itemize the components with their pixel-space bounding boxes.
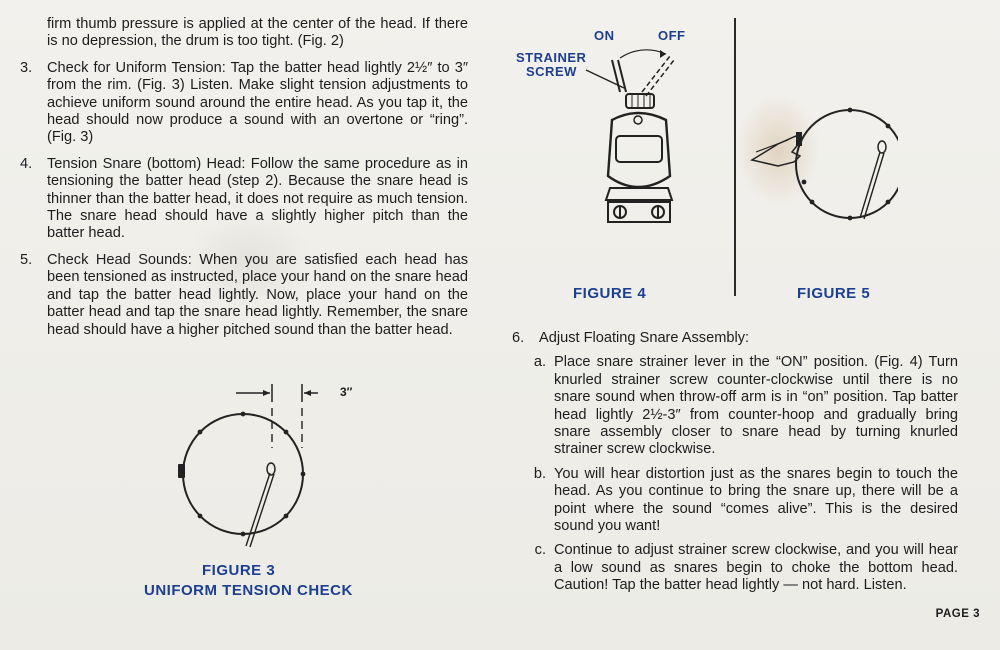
figure-3-dimension-label: 3″ bbox=[340, 385, 353, 399]
substep-text: Place snare strainer lever in the “ON” position. (Fig. 4) Turn knurled strainer screw counter-clockwise until there is no snare sound when throw-off arm is in “on” position. Tap batter head lightly 2½-3″ from counter-hoop and gradually bring snare assembly closer to snare head by turning knurled strainer screw clockwise. bbox=[554, 354, 958, 458]
left-column bbox=[20, 16, 468, 339]
step-5 bbox=[20, 252, 468, 339]
substep-a bbox=[512, 354, 958, 458]
step-3 bbox=[20, 60, 468, 147]
figure-5-drawing bbox=[748, 96, 898, 266]
figure-5-caption: FIGURE 5 bbox=[797, 285, 871, 302]
figure-divider bbox=[734, 18, 736, 296]
figure-4-strainer-label: STRAINER bbox=[516, 50, 587, 65]
right-column bbox=[512, 330, 958, 595]
step-4 bbox=[20, 156, 468, 243]
page-number: PAGE 3 bbox=[935, 608, 980, 620]
step-text: Check Head Sounds: When you are satisfied each head has been tensioned as instructed, place your hand on the snare head and tap the batter head lightly. Now, place your hand on the batter head and tap the snare head lightly. Remember, the snare head should have a higher pitched sound than the batter head. bbox=[47, 251, 468, 338]
substep-letter: b. bbox=[533, 465, 546, 482]
figure-4-drawing bbox=[580, 48, 690, 228]
substep-letter: a. bbox=[533, 354, 546, 371]
figure-4-off-label: OFF bbox=[658, 28, 686, 43]
step-number: 6. bbox=[512, 330, 525, 346]
substep-c bbox=[512, 542, 958, 594]
figure-3-subcaption: UNIFORM TENSION CHECK bbox=[144, 582, 353, 599]
substep-text: You will hear distortion just as the snares begin to touch the head. As you continue to bring the snare up, there will be a point where the sound “comes alive”. This is the desired sound you want! bbox=[554, 465, 958, 535]
figure-3-drawing bbox=[170, 378, 320, 548]
figure-4-on-label: ON bbox=[594, 28, 615, 43]
figure-4-screw-label: SCREW bbox=[526, 64, 577, 79]
intro-paragraph: firm thumb pressure is applied at the center of the head. If there is no depression, the drum is too tight. (Fig. 2) bbox=[47, 16, 468, 50]
figure-4-caption: FIGURE 4 bbox=[573, 285, 647, 302]
step-number: 5. bbox=[20, 251, 33, 268]
step-6 bbox=[512, 330, 958, 347]
substep-letter: c. bbox=[534, 542, 546, 559]
step-text: Check for Uniform Tension: Tap the batter head lightly 2½″ to 3″ from the rim. (Fig. 3) Listen. Make slight tension adjustments to achieve uniform sound around the entire head. As you tap it, the head should now produce a sound with an overtone or “ring”. (Fig. 3) bbox=[47, 59, 468, 146]
step-number: 3. bbox=[20, 59, 33, 76]
figure-3-caption: FIGURE 3 bbox=[202, 562, 276, 579]
step-number: 4. bbox=[20, 155, 33, 172]
substep-text: Continue to adjust strainer screw clockwise, and you will hear a low sound as snares begin to choke the bottom head. Caution! Tap the batter head lightly — not hard. Listen. bbox=[554, 542, 958, 594]
step-text: Tension Snare (bottom) Head: Follow the same procedure as in tensioning the batter head (step 2). Because the snare head is thinner than the batter head, it does not require as much tension. The snare head should have a slightly higher pitch than the batter head. bbox=[47, 155, 468, 242]
step-title: Adjust Floating Snare Assembly: bbox=[539, 330, 750, 346]
substep-b bbox=[512, 466, 958, 536]
